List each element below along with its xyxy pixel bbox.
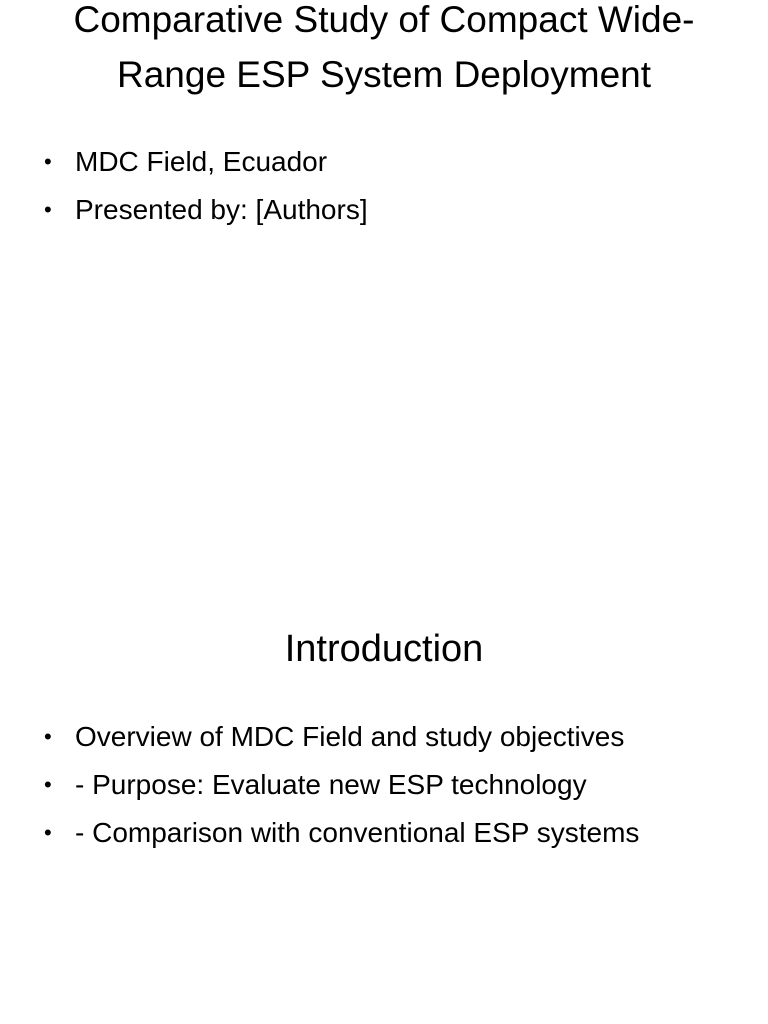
- bullet-text: - Comparison with conventional ESP systems: [75, 817, 640, 848]
- bullet-text: Presented by: [Authors]: [75, 194, 368, 225]
- introduction-slide: [0, 512, 768, 1024]
- bullet-dot-icon: •: [44, 724, 52, 749]
- slide-title: Introduction: [284, 628, 484, 670]
- bullet-text: - Purpose: Evaluate new ESP technology: [75, 769, 587, 800]
- bullet-dot-icon: •: [44, 197, 52, 222]
- bullet-text: Overview of MDC Field and study objectives: [75, 721, 625, 752]
- bullet-list: [44, 138, 744, 234]
- bullet-text: MDC Field, Ecuador: [75, 146, 328, 177]
- bullet-item: [44, 809, 744, 857]
- bullet-dot-icon: •: [44, 149, 52, 174]
- bullet-item: [44, 713, 744, 761]
- bullet-dot-icon: •: [44, 772, 52, 797]
- bullet-list: [44, 713, 744, 857]
- slide-title: Comparative Study of Compact Wide-Range ESP System Deployment: [73, 0, 695, 95]
- bullet-item: [44, 138, 744, 186]
- bullet-item: [44, 761, 744, 809]
- bullet-item: [44, 186, 744, 234]
- bullet-dot-icon: •: [44, 820, 52, 845]
